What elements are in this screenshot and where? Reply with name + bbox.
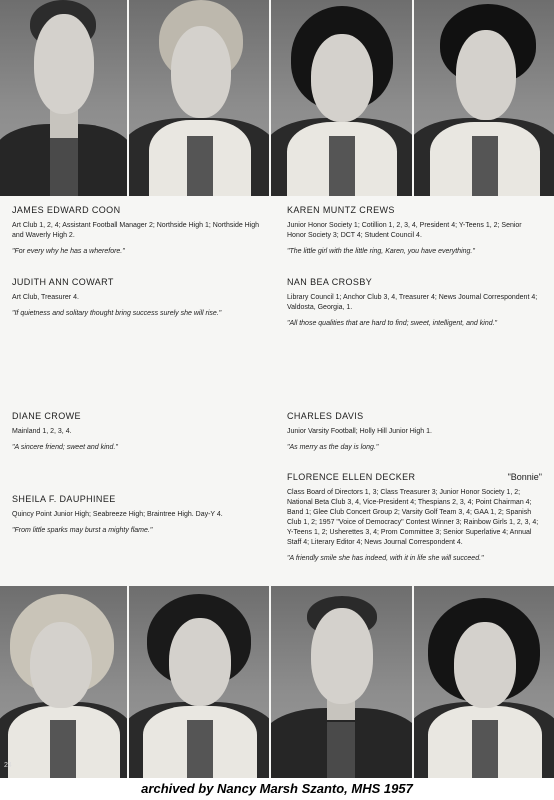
student-activities: Quincy Point Junior High; Seabreeze High; Braintree High. Day-Y 4. — [12, 511, 223, 518]
entry-james-coon — [12, 205, 266, 257]
student-activities: Art Club 1, 2, 4; Assistant Football Manager 2; Northside High 1; Northside High and Waverly High 2. — [12, 222, 260, 239]
entry-florence-decker — [287, 472, 542, 564]
student-quote: "As merry as the day is long." — [287, 444, 379, 451]
entry-karen-crews — [287, 205, 542, 257]
entry-sheila-dauphinee — [12, 494, 266, 536]
portrait-karen-crews — [271, 0, 413, 196]
bottom-photo-row — [0, 586, 554, 778]
student-quote: "If quietness and solitary thought bring success surely she will rise." — [12, 310, 222, 317]
entry-nan-crosby — [287, 277, 542, 329]
student-name: FLORENCE ELLEN DECKER — [287, 472, 416, 482]
student-name: CHARLES DAVIS — [287, 411, 364, 421]
student-nickname: "Bonnie" — [507, 472, 542, 482]
entry-diane-crowe — [12, 411, 266, 453]
student-activities: Library Council 1; Anchor Club 3, 4, Treasurer 4; News Journal Correspondent 4; Valdosta, Georgia, 1. — [287, 294, 538, 311]
student-quote: "From little sparks may burst a mighty flame." — [12, 527, 153, 534]
student-quote: "All those qualities that are hard to find; sweet, intelligent, and kind." — [287, 320, 498, 327]
student-quote: "The little girl with the little ring, Karen, you have everything." — [287, 248, 475, 255]
student-activities: Mainland 1, 2, 3, 4. — [12, 428, 72, 435]
page-number: 24 — [4, 762, 12, 769]
portrait-florence-decker — [414, 586, 554, 778]
student-name: JUDITH ANN COWART — [12, 277, 114, 287]
student-quote: "A friendly smile she has indeed, with it in life she will succeed." — [287, 555, 484, 562]
entry-judith-cowart — [12, 277, 266, 319]
archive-credit: archived by Nancy Marsh Szanto, MHS 1957 — [141, 781, 413, 796]
student-name: NAN BEA CROSBY — [287, 277, 373, 287]
student-name: KAREN MUNTZ CREWS — [287, 205, 395, 215]
student-activities: Junior Honor Society 1; Cotillion 1, 2, 3, 4, President 4; Y-Teens 1, 2; Senior Honor Society 3; DCT 4; Student Council 4. — [287, 222, 522, 239]
student-name: SHEILA F. DAUPHINEE — [12, 494, 116, 504]
student-name: DIANE CROWE — [12, 411, 81, 421]
entry-charles-davis — [287, 411, 542, 453]
student-name: JAMES EDWARD COON — [12, 205, 121, 215]
student-activities: Class Board of Directors 1, 3; Class Treasurer 3; Junior Honor Society 1, 2; National Beta Club 3, 4, Vice-President 4; Thespians 2, 3, 4; Point Chairman 4; Band 1; Glee Club Concert Group 2; Varsity Golf Team 3, 4; GAA 1, 2; Spanish Club 1, 2; 1957 "Voice of Democracy" Contest Winner 3; Rainbow Girls 1, 2, 3, 4; Y-Teens 1, 2; Usherettes 3, 4; Prom Committee 3; Senior Superlative 4; Annual Staff 4; Literary Editor 4; News Journal Correspondent 4. — [287, 489, 539, 546]
portrait-charles-davis — [271, 586, 413, 778]
portrait-nan-crosby — [414, 0, 554, 196]
portrait-james-coon — [0, 0, 129, 196]
top-photo-row — [0, 0, 554, 196]
portrait-diane-crowe — [0, 586, 129, 778]
student-quote: "A sincere friend; sweet and kind." — [12, 444, 118, 451]
portrait-sheila-dauphinee — [129, 586, 271, 778]
student-quote: "For every why he has a wherefore." — [12, 248, 125, 255]
student-activities: Art Club, Treasurer 4. — [12, 294, 79, 301]
portrait-judith-cowart — [129, 0, 271, 196]
student-activities: Junior Varsity Football; Holly Hill Junior High 1. — [287, 428, 432, 435]
